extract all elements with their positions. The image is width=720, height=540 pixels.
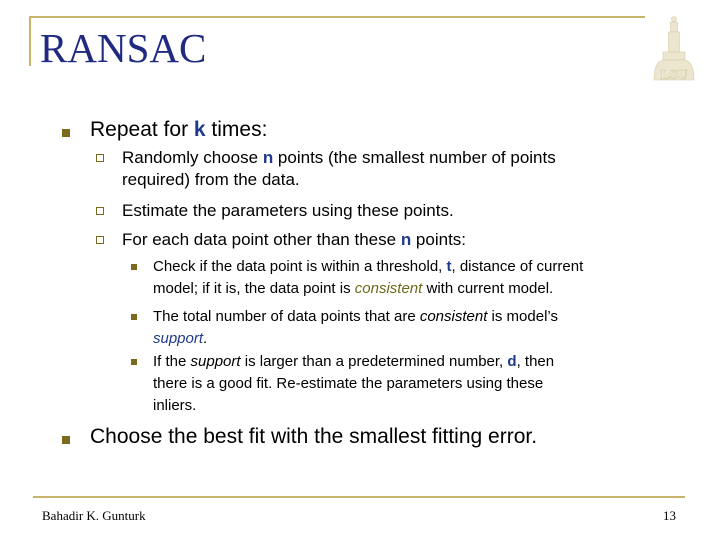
sub-sub-bullet-check: Check if the data point is within a threshold, t, distance of current model; if it is, the data point is consistent with current model.	[153, 258, 584, 297]
sub-sub-bullet-total: The total number of data points that are consistent is model’s support.	[153, 308, 558, 347]
sub-bullet-foreach: For each data point other than these n points:	[122, 230, 467, 249]
footer-divider	[33, 496, 685, 498]
page-number: 13	[663, 508, 676, 523]
sub-sub-bullet-marker	[131, 264, 137, 270]
sub-bullet-marker	[96, 207, 104, 215]
sub-sub-bullet-support: If the support is larger than a predetermined number, d, then there is a good fit. Re-estimate the parameters using these inliers.	[153, 353, 555, 414]
sub-bullet-marker	[96, 154, 104, 162]
bullet-marker	[62, 129, 70, 137]
sub-bullet-marker	[96, 236, 104, 244]
bullet-marker	[62, 436, 70, 444]
bullet-choose-best: Choose the best fit with the smallest fitting error.	[90, 425, 538, 448]
sub-bullet-choose: Randomly choose n points (the smallest number of points required) from the data.	[122, 148, 556, 189]
slide-title: RANSAC	[40, 25, 207, 71]
sub-sub-bullet-marker	[131, 359, 137, 365]
lsu-tower-logo-icon	[648, 10, 700, 86]
svg-text:LSU: LSU	[660, 68, 688, 83]
sub-sub-bullet-marker	[131, 314, 137, 320]
footer-author: Bahadir K. Gunturk	[42, 508, 146, 523]
sub-bullet-estimate: Estimate the parameters using these points.	[122, 201, 454, 220]
title-frame-top	[29, 16, 645, 18]
bullet-repeat: Repeat for k times:	[90, 118, 268, 141]
title-frame-left	[29, 16, 31, 66]
